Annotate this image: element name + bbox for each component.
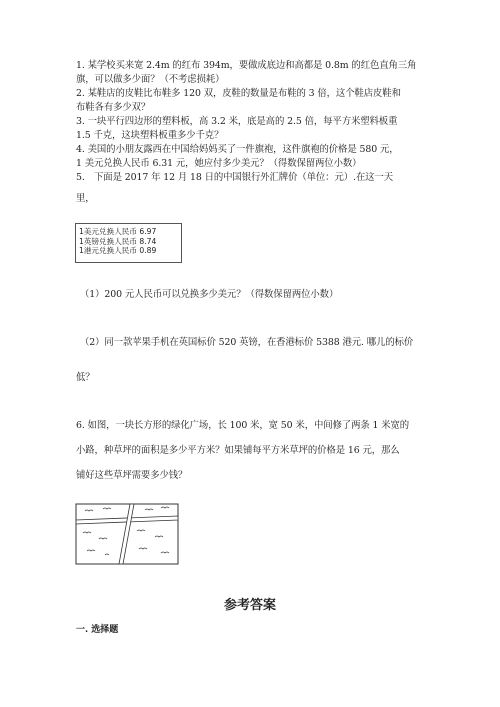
lawn-diagram — [75, 503, 179, 565]
question-6-line-1: 6. 如图，一块长方形的绿化广场，长 100 米，宽 50 米，中间修了两条 1 米宽的 — [76, 420, 410, 431]
question-6-line-3: 铺好这些草坪需要多少钱？ — [76, 470, 188, 481]
question-6-line-2: 小路，种草坪的面积是多少平方米？如果铺每平方米草坪的价格是 16 元，那么 — [76, 445, 400, 456]
section-heading: 一. 选择题 — [76, 625, 119, 635]
exchange-rate-gbp: 1英镑兑换人民币 8.74 — [79, 236, 157, 246]
question-1-line-1: 1. 某学校买来宽 2.4m 的红布 394m，要做成底边和高都是 0.8m 的红色直角三角 — [76, 60, 417, 71]
question-3-line-2: 1.5 千克，这块塑料板重多少千克？ — [76, 130, 224, 141]
question-4-line-1: 4. 美国的小朋友露西在中国给妈妈买了一件旗袍，这件旗袍的价格是 580 元， — [76, 144, 399, 155]
question-4-line-2: 1 美元兑换人民币 6.31 元，她应付多少美元？（得数保留两位小数） — [76, 158, 362, 169]
question-5-sub-2-line-2: 低？ — [76, 372, 95, 383]
question-2-line-1: 2. 某鞋店的皮鞋比布鞋多 120 双，皮鞋的数量是布鞋的 3 倍，这个鞋店皮鞋和 — [76, 88, 401, 99]
question-1-line-2: 旗，可以做多少面？（不考虑损耗） — [76, 74, 225, 85]
question-5-line-2: 里， — [76, 193, 95, 204]
question-2-line-2: 布鞋各有多少双？ — [76, 102, 151, 113]
question-5-sub-1: （1）200 元人民币可以兑换多少美元？（得数保留两位小数） — [80, 289, 339, 300]
question-5-sub-2-line-1: （2）同一款苹果手机在英国标价 520 英镑，在香港标价 5388 港元. 哪儿的标价 — [80, 337, 414, 348]
exchange-rate-usd: 1美元兑换人民币 6.97 — [79, 227, 157, 236]
question-3-line-1: 3. 一块平行四边形的塑料板，高 3.2 米，底是高的 2.5 倍，每平方米塑料板重 — [76, 116, 398, 127]
exchange-rate-table — [75, 223, 182, 263]
answer-title: 参考答案 — [223, 598, 276, 613]
exchange-rate-hkd: 1港元兑换人民币 0.89 — [79, 246, 157, 255]
question-5-line-1: 5. 下面是 2017 年 12 月 18 日的中国银行外汇牌价（单位：元）.在这一天 — [76, 172, 393, 183]
